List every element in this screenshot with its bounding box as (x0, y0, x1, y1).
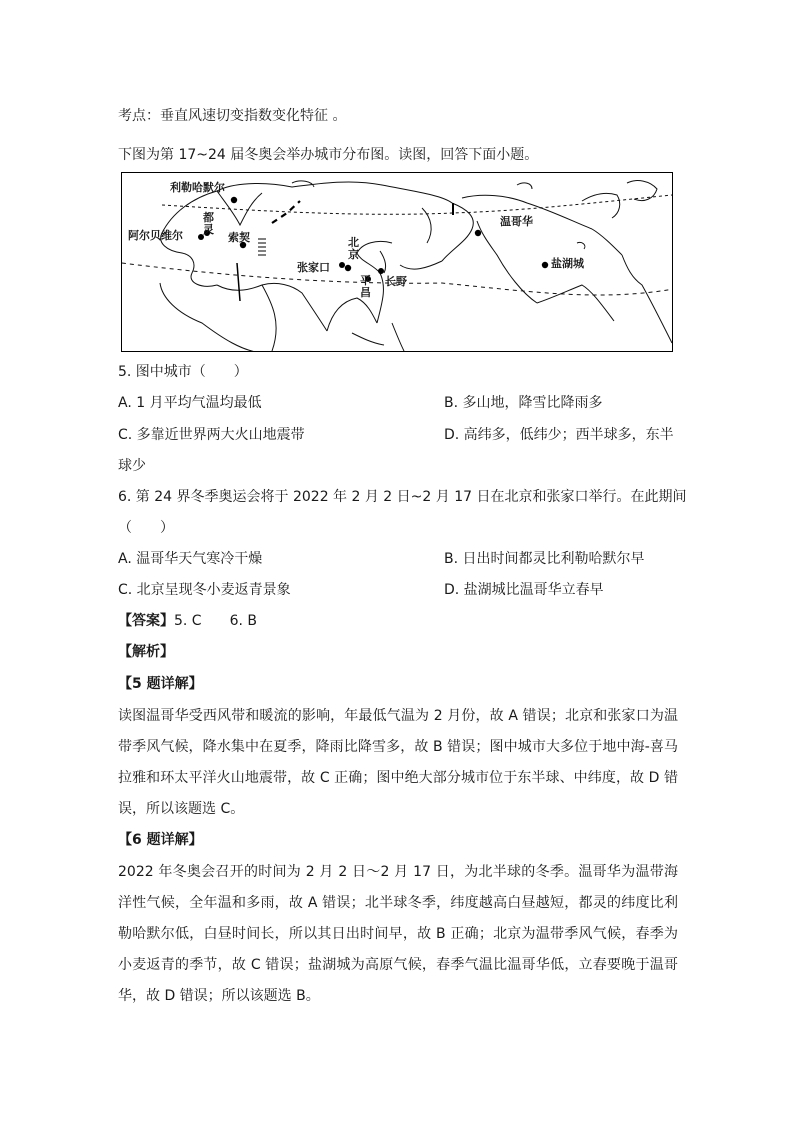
pyeongchang-label: 平昌 (360, 274, 371, 299)
intro-line: 下图为第 17~24 届冬奥会举办城市分布图。读图，回答下面小题。 (118, 147, 539, 163)
vancouver-dot (475, 230, 481, 236)
jiexi-heading: 【解析】 (118, 644, 174, 660)
turin-label: 都灵 (203, 211, 214, 236)
detail6-text: 2022 年冬奥会召开的时间为 2 月 2 日～2 月 17 日，为北半球的冬季。温哥华为温带海洋性气候，全年温和多雨，故 A 错误；北半球冬季，纬度越高白昼越短，都灵的纬度比利勒哈默尔低，白昼时间长，所以其日出时间早，故 B 正确；北京为温带季风气候，春季为小麦返青的季节，故 C 错误；盐湖城为高原气候，春季气温比温哥华低，立春要晚于温哥华，故 D 错误；所以该题选 B。 (118, 864, 678, 1004)
winter-olympics-map (121, 172, 673, 352)
q6-paren: （ ） (118, 520, 174, 536)
answer-label: 【答案】 (118, 613, 174, 629)
nagano-dot (378, 268, 384, 274)
vancouver-label: 温哥华 (500, 215, 533, 228)
q6-stem: 6. 第 24 界冬季奥运会将于 2022 年 2 月 2 日~2 月 17 日在北京和张家口举行。在此期间 (118, 489, 687, 505)
detail6-heading: 【6 题详解】 (118, 832, 203, 848)
q6-option-b: B. 日出时间都灵比利勒哈默尔早 (444, 551, 645, 567)
zhangjiakou-dot (339, 262, 345, 268)
q5-stem: 5. 图中城市（ ） (118, 364, 248, 380)
answer-line (118, 611, 257, 631)
q5-option-c: C. 多靠近世界两大火山地震带 (118, 427, 305, 443)
zhangjiakou-label: 张家口 (297, 261, 330, 274)
answer-value: 5. C 6. B (174, 613, 257, 629)
q5-option-b: B. 多山地，降雪比降雨多 (444, 395, 603, 411)
q5-option-a: A. 1 月平均气温均最低 (118, 395, 262, 411)
map-outline (122, 173, 673, 352)
kaodian-line: 考点：垂直风速切变指数变化特征 。 (118, 108, 347, 124)
q6-option-c: C. 北京呈现冬小麦返青景象 (118, 582, 291, 598)
sochi-label: 索契 (228, 231, 250, 244)
detail5-text: 读图温哥华受西风带和暖流的影响，年最低气温为 2 月份，故 A 错误；北京和张家口为温带季风气候，降水集中在夏季，降雨比降雪多，故 B 错误；图中城市大多位于地中海-喜马拉雅和环太平洋火山地震带，故 C 正确；图中绝大部分城市位于东半球、中纬度，故 D 错误，所以该题选 C。 (118, 708, 678, 817)
q6-option-d: D. 盐湖城比温哥华立春早 (444, 582, 604, 598)
albertville-label: 阿尔贝维尔 (128, 229, 183, 242)
lillehammer-label: 利勒哈默尔 (170, 181, 225, 194)
detail5-heading: 【5 题详解】 (118, 676, 203, 692)
nagano-label: 长野 (385, 275, 407, 288)
beijing-label: 北京 (348, 236, 359, 261)
q5-option-d-cont: 球少 (118, 458, 146, 474)
q6-option-a: A. 温哥华天气寒冷干燥 (118, 551, 263, 567)
q5-option-d: D. 高纬多，低纬少；西半球多，东半 (444, 427, 674, 443)
beijing-dot (345, 265, 351, 271)
lillehammer-dot (231, 197, 237, 203)
saltlake-dot (542, 262, 548, 268)
saltlake-label: 盐湖城 (551, 257, 584, 270)
